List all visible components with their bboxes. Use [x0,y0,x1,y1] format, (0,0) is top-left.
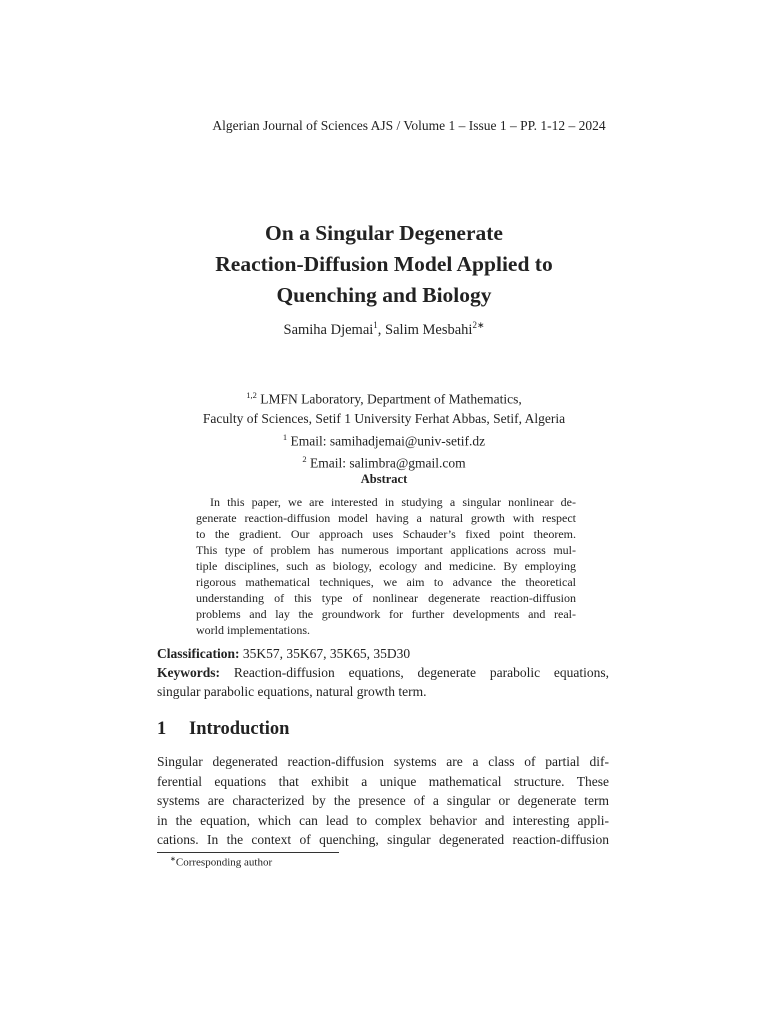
classification-label: Classification: [157,646,240,661]
classification-value: 35K57, 35K67, 35K65, 35D30 [239,646,411,661]
author-name: Samiha Djemai [283,321,374,338]
affiliation-line: Faculty of Sciences, Setif 1 University Ferhat Abbas, Setif, Algeria [202,410,566,426]
abstract-body [196,494,576,638]
email-text: Email: samihadjemai@univ-setif.dz [287,433,486,448]
abstract-line: tiple disciplines, such as biology, ecology and medicine. By employing [196,559,576,573]
footnote-text: Corresponding author [175,856,273,869]
title-line: On a Singular Degenerate [265,221,503,245]
keywords-line [157,663,609,682]
author-mark: 2∗ [472,320,485,330]
abstract-line: problems and lay the groundwork for further developments and real- [196,607,576,621]
body-line: Singular degenerated reaction-diffusion systems are a class of partial dif- [157,754,609,769]
title-line: Reaction-Diffusion Model Applied to [215,252,553,276]
body-line: in the equation, which can lead to complex behavior and interesting appli- [157,812,609,828]
abstract-line: understanding of this type of nonlinear degenerate reaction-diffusion [196,591,576,605]
affiliation-mark: 1,2 [246,390,257,400]
author-name: Salim Mesbahi [385,321,473,338]
abstract-line: to the gradient. Our approach uses Schauder’s fixed point theorem. [196,527,576,541]
classification-line [157,644,609,663]
abstract-line: In this paper, we are interested in studying a singular nonlinear de- [210,495,576,509]
section-heading [157,719,289,740]
email-line [0,450,768,473]
body-line: systems are characterized by the presence of a singular or degenerate term [157,793,609,808]
keywords-label: Keywords: [157,665,220,680]
abstract-line: generate reaction-diffusion model having a natural growth with respect [196,511,576,525]
section-title: Introduction [189,719,290,739]
body-line: ferential equations that exhibit a unique mathematical structure. These [157,773,609,789]
footnote [170,855,272,869]
author-list [0,320,768,339]
section-number: 1 [157,719,167,739]
footnote-mark: ∗ [170,855,176,863]
abstract-line: world implementations. [196,623,310,637]
affiliation-block [0,386,768,473]
abstract-heading: Abstract [360,472,408,486]
author-separator: , [377,321,386,338]
affiliation-text: LMFN Laboratory, Department of Mathematics, [256,391,522,407]
introduction-paragraph [157,752,609,850]
email-line [0,428,768,451]
paper-title [120,218,648,311]
email-mark: 1 [282,431,288,442]
keywords-value: Reaction-diffusion equations, degenerate parabolic equations, [220,665,609,680]
abstract-line: This type of problem has numerous important applications across mul- [196,543,576,557]
keywords-line: singular parabolic equations, natural growth term. [157,684,427,699]
title-line: Quenching and Biology [276,283,492,307]
classification-keywords [157,644,609,701]
footnote-rule [157,852,339,853]
email-text: Email: salimbra@gmail.com [306,455,466,471]
running-header: Algerian Journal of Sciences AJS / Volume 1 – Issue 1 – PP. 1-12 – 2024 [212,118,606,133]
affiliation-line [0,386,768,409]
body-line: cations. In the context of quenching, singular degenerated reaction-diffusion [157,832,609,847]
abstract-line: rigorous mathematical techniques, we aim to advance the theoretical [196,575,576,589]
author-mark: 1 [373,320,378,330]
email-mark: 2 [302,454,307,464]
